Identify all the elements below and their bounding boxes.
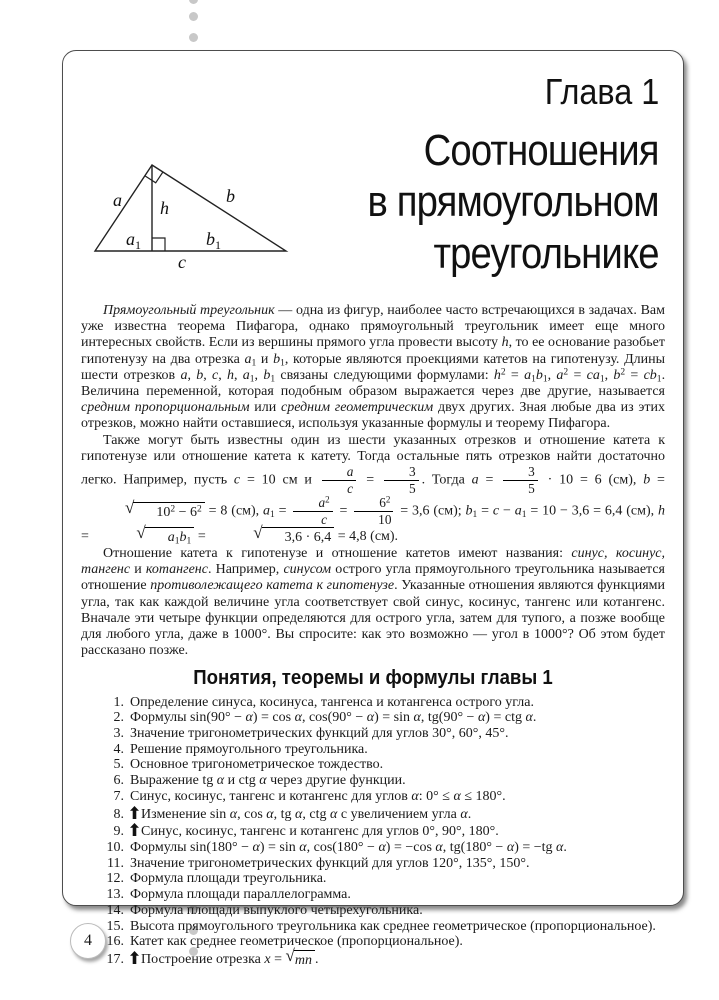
item-text: Формула площади треугольника. — [130, 871, 327, 887]
item-number: 7. — [113, 788, 124, 804]
item-number: 4. — [113, 741, 124, 757]
side-b-label: b — [226, 186, 235, 206]
proj-b-label: b — [206, 229, 215, 249]
chapter-title-line-3: треугольнике — [433, 228, 659, 278]
item-number: 13. — [106, 887, 124, 903]
item-number: 1. — [113, 694, 124, 710]
fraction: $\frac{a^2}{c}$ — [293, 496, 332, 527]
intro-paragraph: Отношение катета к гипотенузе и отношение катетов имеют названия: синус, косинус, тангенс и котангенс. Например, синусом острого угла прямоугольного треугольника называется отношение противолежащего катета к гипотенузе. Указанные отношения являются функциями угла, так как каждой величине угла соответствует свой синус, косинус, тангенс или котангенс. Вначале эти четыре функции определяются для острого угла, затем для тупого, а позже вообще для любого угла, даже в 1000°. Вы спросите: как это возможно — угол в 1000°? Об этом будет рассказано позже. — [81, 546, 665, 659]
advanced-arrow-icon — [130, 951, 139, 968]
radical: √mn — [286, 950, 316, 968]
item-text: Формула площади выпуклого четырехугольника. — [130, 902, 423, 918]
item-text: Изменение sin α, cos α, tg α, ctg α с увеличением угла α. — [141, 806, 472, 822]
item-text: Высота прямоугольного треугольника как среднее геометрическое (пропорциональное). — [130, 918, 656, 934]
fraction: $\frac{a}{c}$ — [322, 465, 357, 496]
item-number: 11. — [107, 855, 124, 871]
item-text: Значение тригонометрических функций для углов 30°, 60°, 45°. — [130, 726, 509, 742]
list-item — [81, 871, 665, 886]
item-number: 15. — [106, 918, 124, 934]
item-text: Синус, косинус, тангенс и котангенс для углов 0°, 90°, 180°. — [141, 824, 499, 840]
item-text: Построение отрезка x = √mn . — [141, 945, 319, 968]
item-number: 10. — [106, 840, 124, 855]
list-item — [81, 887, 665, 902]
radical: √ $a_1b_1$ — [92, 527, 194, 546]
item-text: Синус, косинус, тангенс и котангенс для углов α: 0° ≤ α ≤ 180°. — [130, 788, 506, 804]
item-number: 8. — [113, 806, 124, 822]
fraction: $\frac{3}{5}$ — [384, 465, 419, 496]
triangle-figure — [85, 143, 310, 281]
chapter-title-line-2: в прямоугольном — [367, 177, 659, 227]
base-right-angle-mark — [152, 238, 165, 251]
list-item — [81, 757, 665, 772]
proj-b-subscript: 1 — [215, 238, 221, 252]
item-text: Значение тригонометрических функций для углов 120°, 135°, 150°. — [130, 855, 530, 871]
item-text: Решение прямоугольного треугольника. — [130, 741, 368, 757]
item-text: Определение синуса, косинуса, тангенса и котангенса острого угла. — [130, 694, 534, 710]
page-content — [81, 303, 665, 969]
page-number-badge — [70, 923, 106, 959]
radical: √ 3,6 · 6,4 — [209, 527, 334, 546]
fraction: $\frac{6^2}{10}$ — [354, 496, 393, 527]
chapter-title — [368, 125, 659, 279]
concepts-list — [81, 695, 665, 968]
radical: √ $10^2 - 6^2$ — [81, 502, 205, 521]
chapter-label: Глава 1 — [544, 71, 659, 112]
item-number: 17. — [106, 951, 124, 967]
page-number: 4 — [84, 932, 92, 949]
item-text: Основное тригонометрическое тождество. — [130, 757, 384, 773]
proj-a-label: a — [126, 229, 135, 249]
proj-a-subscript: 1 — [135, 238, 141, 252]
list-item — [81, 805, 665, 822]
item-text: Формулы sin(180° − α) = sin α, cos(180° − α) = −cos α, tg(180° − α) = −tg α. — [130, 840, 567, 855]
item-text: Формула площади параллелограмма. — [130, 887, 351, 903]
triangle-outline — [95, 165, 286, 251]
decor-dot — [189, 12, 198, 21]
list-item — [81, 856, 665, 871]
apex-right-angle-mark — [145, 172, 163, 183]
list-item — [81, 789, 665, 804]
list-item — [81, 710, 665, 725]
decor-dot — [189, 33, 198, 42]
list-item — [81, 695, 665, 710]
item-number: 5. — [113, 757, 124, 773]
section-heading: Понятия, теоремы и формулы главы 1 — [193, 667, 553, 690]
item-number: 2. — [113, 710, 124, 726]
list-item — [81, 903, 665, 918]
chapter-title-line-1: Соотношения — [423, 126, 659, 175]
book-page-card — [62, 50, 684, 968]
list-item — [81, 822, 665, 839]
intro-paragraph: Также могут быть известны один из шести указанных отрезков и отношение катета к гипотенузе или отношение катета к катету. Тогда остальные пять отрезков найти достаточно легко. Например, пусть c = 10 см и $\frac{a}{c}$ = $\frac{3}{5}$ . Тогда a = $\frac{3}{5}$ · 10 = 6 (см), b = √ $10^2 - 6^2 = 8$ (см), $a_1$ = $\frac{a^2}{c}$ = $\frac{6^2}{10}$ = 3,6 (см); $b_1 = c - a_1 = 10 - 3,6 = 6,4$ (см), h = √ $a_1b_1$ = √ 3,6 · 6,4 = 4,8 (см). — [81, 432, 665, 547]
item-text: Выражение tg α и ctg α через другие функции. — [130, 773, 406, 789]
item-number: 12. — [106, 871, 124, 887]
list-item — [81, 773, 665, 788]
item-number: 9. — [113, 824, 124, 840]
item-number: 16. — [106, 934, 124, 950]
advanced-arrow-icon — [130, 806, 139, 823]
list-item — [81, 742, 665, 757]
item-number: 6. — [113, 773, 124, 789]
item-number: 3. — [113, 726, 124, 742]
list-item — [81, 840, 665, 855]
list-item — [81, 934, 665, 949]
advanced-arrow-icon — [130, 823, 139, 840]
list-item — [81, 919, 665, 934]
item-text: Катет как среднее геометрическое (пропорциональное). — [130, 934, 463, 950]
intro-paragraph: Прямоугольный треугольник — одна из фигур, наиболее часто встречающихся в задачах. Вам уже известна теорема Пифагора, однако прямоугольный треугольник имеет еще много интересных свойств. Если из вершины прямого угла провести высоту h, то ее основание разобьет гипотенузу на два отрезка $a_1$ и $b_1$, которые являются проекциями катетов на гипотенузу. Длины шести отрезков a, b, c, h, $a_1$, $b_1$ связаны следующими формулами: $h^2 = a_1b_1$, $a^2 = ca_1$, $b^2 = cb_1$. Величина переменной, которая подобным образом выражается через две другие, называется средним пропорциональным или средним геометрическим двух других. Зная любые два из этих отрезков, можно найти оставшиеся, используя указанные формулы и теорему Пифагора. — [81, 303, 666, 432]
fraction: $\frac{3}{5}$ — [503, 465, 538, 496]
list-item — [81, 945, 665, 968]
list-item — [81, 726, 665, 741]
height-label: h — [160, 198, 169, 218]
item-text: Формулы sin(90° − α) = cos α, cos(90° − α) = sin α, tg(90° − α) = ctg α. — [130, 710, 537, 726]
item-number: 14. — [106, 902, 124, 918]
side-a-label: a — [113, 190, 122, 210]
decor-dot — [189, 0, 198, 4]
base-c-label: c — [178, 252, 186, 272]
